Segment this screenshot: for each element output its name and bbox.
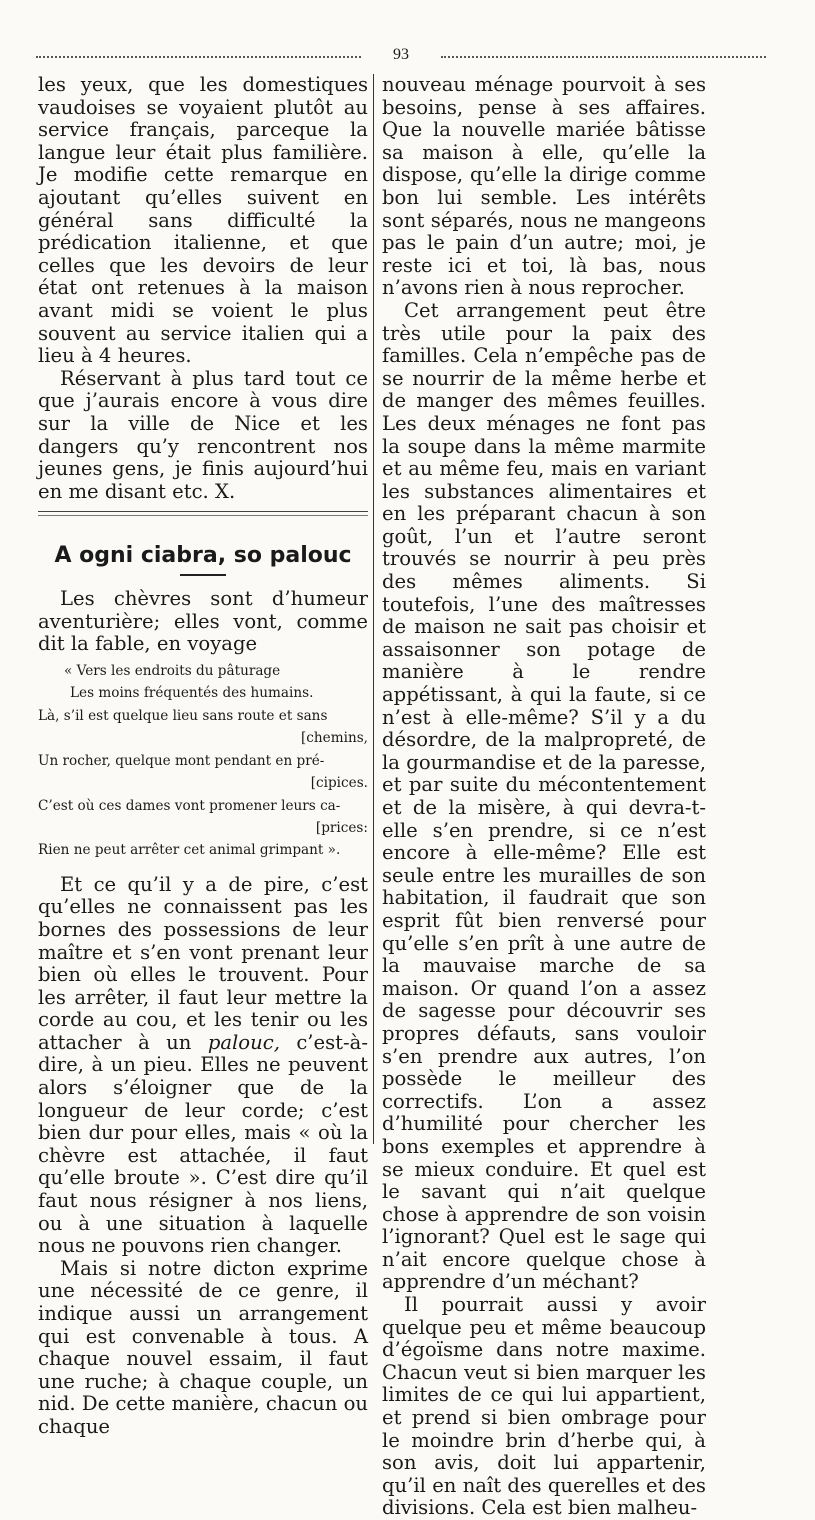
article-title: A ogni ciabra, so palouc xyxy=(54,543,352,569)
body-paragraph: Mais si notre dicton exprime une nécessité de ce genre, il indique aussi un arrangement qui est convenable à tous. A chaque nouvel essaim, il faut une ruche; à chaque couple, un nid. De cette manière, chacun ou chaque xyxy=(38,1256,368,1438)
header-ornament-left xyxy=(36,56,361,58)
body-paragraph: Il pourrait aussi y avoir quelque peu et même beaucoup d’égoïsme dans notre maxime. Chacun veut si bien marquer les limites de ce qui lui appartient, et prend si bien ombrage pour le moindre brin d’herbe qui, à son avis, doit lui appartenir, qu’il en naît des querelles et des divisions. Cela est bien malheu- xyxy=(382,1293,706,1520)
column-divider xyxy=(373,74,374,1144)
body-paragraph xyxy=(38,874,368,1258)
poem-line: [prices: xyxy=(315,819,368,836)
poem-line: [chemins, xyxy=(300,730,368,747)
section-rule xyxy=(38,511,368,516)
poem-line: « Vers les endroits du pâturage xyxy=(64,663,281,680)
text-run: c’est-à-dire, à un pieu. Elles ne peuvent alors s’éloigner que de la longueur de leur corde; c’est bien dur pour elles, mais « où la chèvre est attachée, il faut qu’elle broute ». C’est dire qu’il faut nous résigner à nos liens, ou à une situation à laquelle nous ne pouvons rien changer. xyxy=(38,1030,368,1258)
left-column xyxy=(38,74,368,1439)
continued-paragraph: les yeux, que les domestiques vaudoises se voyaient plutôt au service français, parceque la langue leur était plus familière. Je modifie cette remarque en ajoutant qu’elles suivent en général sans difficulté la prédication italienne, et que celles que les devoirs de leur état ont retenues à la maison avant midi se voient le plus souvent au service italien qui a lieu à 4 heures. xyxy=(38,73,368,368)
closing-paragraph: Réservant à plus tard tout ce que j’aurais encore à vous dire sur la ville de Nice et les dangers qu’y rencontrent nos jeunes gens, je finis aujourd’hui en me disant etc. X. xyxy=(38,366,368,503)
right-column xyxy=(382,74,706,1520)
poem-line: Un rocher, quelque mont pendant en pré- xyxy=(38,752,325,769)
poem-line: C’est où ces dames vont promener leurs ca- xyxy=(38,797,341,814)
title-dash xyxy=(180,574,226,576)
poem-line: [cipices. xyxy=(310,775,368,792)
poem-line: Rien ne peut arrêter cet animal grimpant ». xyxy=(38,842,341,859)
page-header xyxy=(36,46,766,66)
body-paragraph: Cet arrangement peut être très utile pour la paix des familles. Cela n’empêche pas de se nourrir de la même herbe et de manger des mêmes feuilles. Les deux ménages ne font pas la soupe dans la même marmite et au même feu, mais en variant les substances alimentaires et en les préparant chacun à son goût, l’un et l’autre seront trouvés se nourrir à peu près des mêmes aliments. Si toutefois, l’une des maîtresses de maison ne sait pas choisir et assaisonner son potage de manière à le rendre appétissant, à qui la faute, si ce n’est à elle-même? S’il y a du désordre, de la malpropreté, de la gourmandise et de la paresse, et par suite du mécontentement et de la misère, à qui devra-t-elle s’en prendre, si ce n’est encore à elle-même? Elle est seule entre les murailles de son habitation, il faudrait que son esprit fût bien renversé pour qu’elle s’en prît à une autre de la mauvaise marche de sa maison. Or quand l’on a assez de sagesse pour découvrir ses propres défauts, sans vouloir s’en prendre aux autres, l’on possède le meilleur des correctifs. L’on a assez d’humilité pour chercher les bons exemples et apprendre à se mieux conduire. Et quel est le savant qui n’ait quelque chose à apprendre de son voisin l’ignorant? Quel est le sage qui n’ait encore quelque chose à apprendre d’un méchant? xyxy=(382,298,706,1294)
fable-quote xyxy=(38,660,368,862)
page-number: 93 xyxy=(393,46,409,63)
poem-line: Les moins fréquentés des humains. xyxy=(70,685,314,702)
body-paragraph: nouveau ménage pourvoit à ses besoins, pense à ses affaires. Que la nouvelle mariée bâtisse sa maison à elle, qu’elle la dispose, qu’elle la dirige comme bon lui semble. Les intérêts sont séparés, nous ne mangeons pas le pain d’un autre; moi, je reste ici et toi, là bas, nous n’avons rien à nous reprocher. xyxy=(382,73,706,300)
poem-line: Là, s’il est quelque lieu sans route et sans xyxy=(38,707,328,724)
italic-term: palouc, xyxy=(207,1030,280,1054)
text-run: Et ce qu’il y a de pire, c’est qu’elles ne connaissent pas les bornes des possessions de leur maître et s’en vont prenant leur bien où elles le trouvent. Pour les arrêter, il faut leur mettre la corde au cou, et les tenir ou les attacher à un xyxy=(38,872,368,1054)
intro-paragraph: Les chèvres sont d’humeur aventurière; elles vont, comme dit la fable, en voyage xyxy=(38,587,368,656)
header-ornament-right xyxy=(441,56,766,58)
